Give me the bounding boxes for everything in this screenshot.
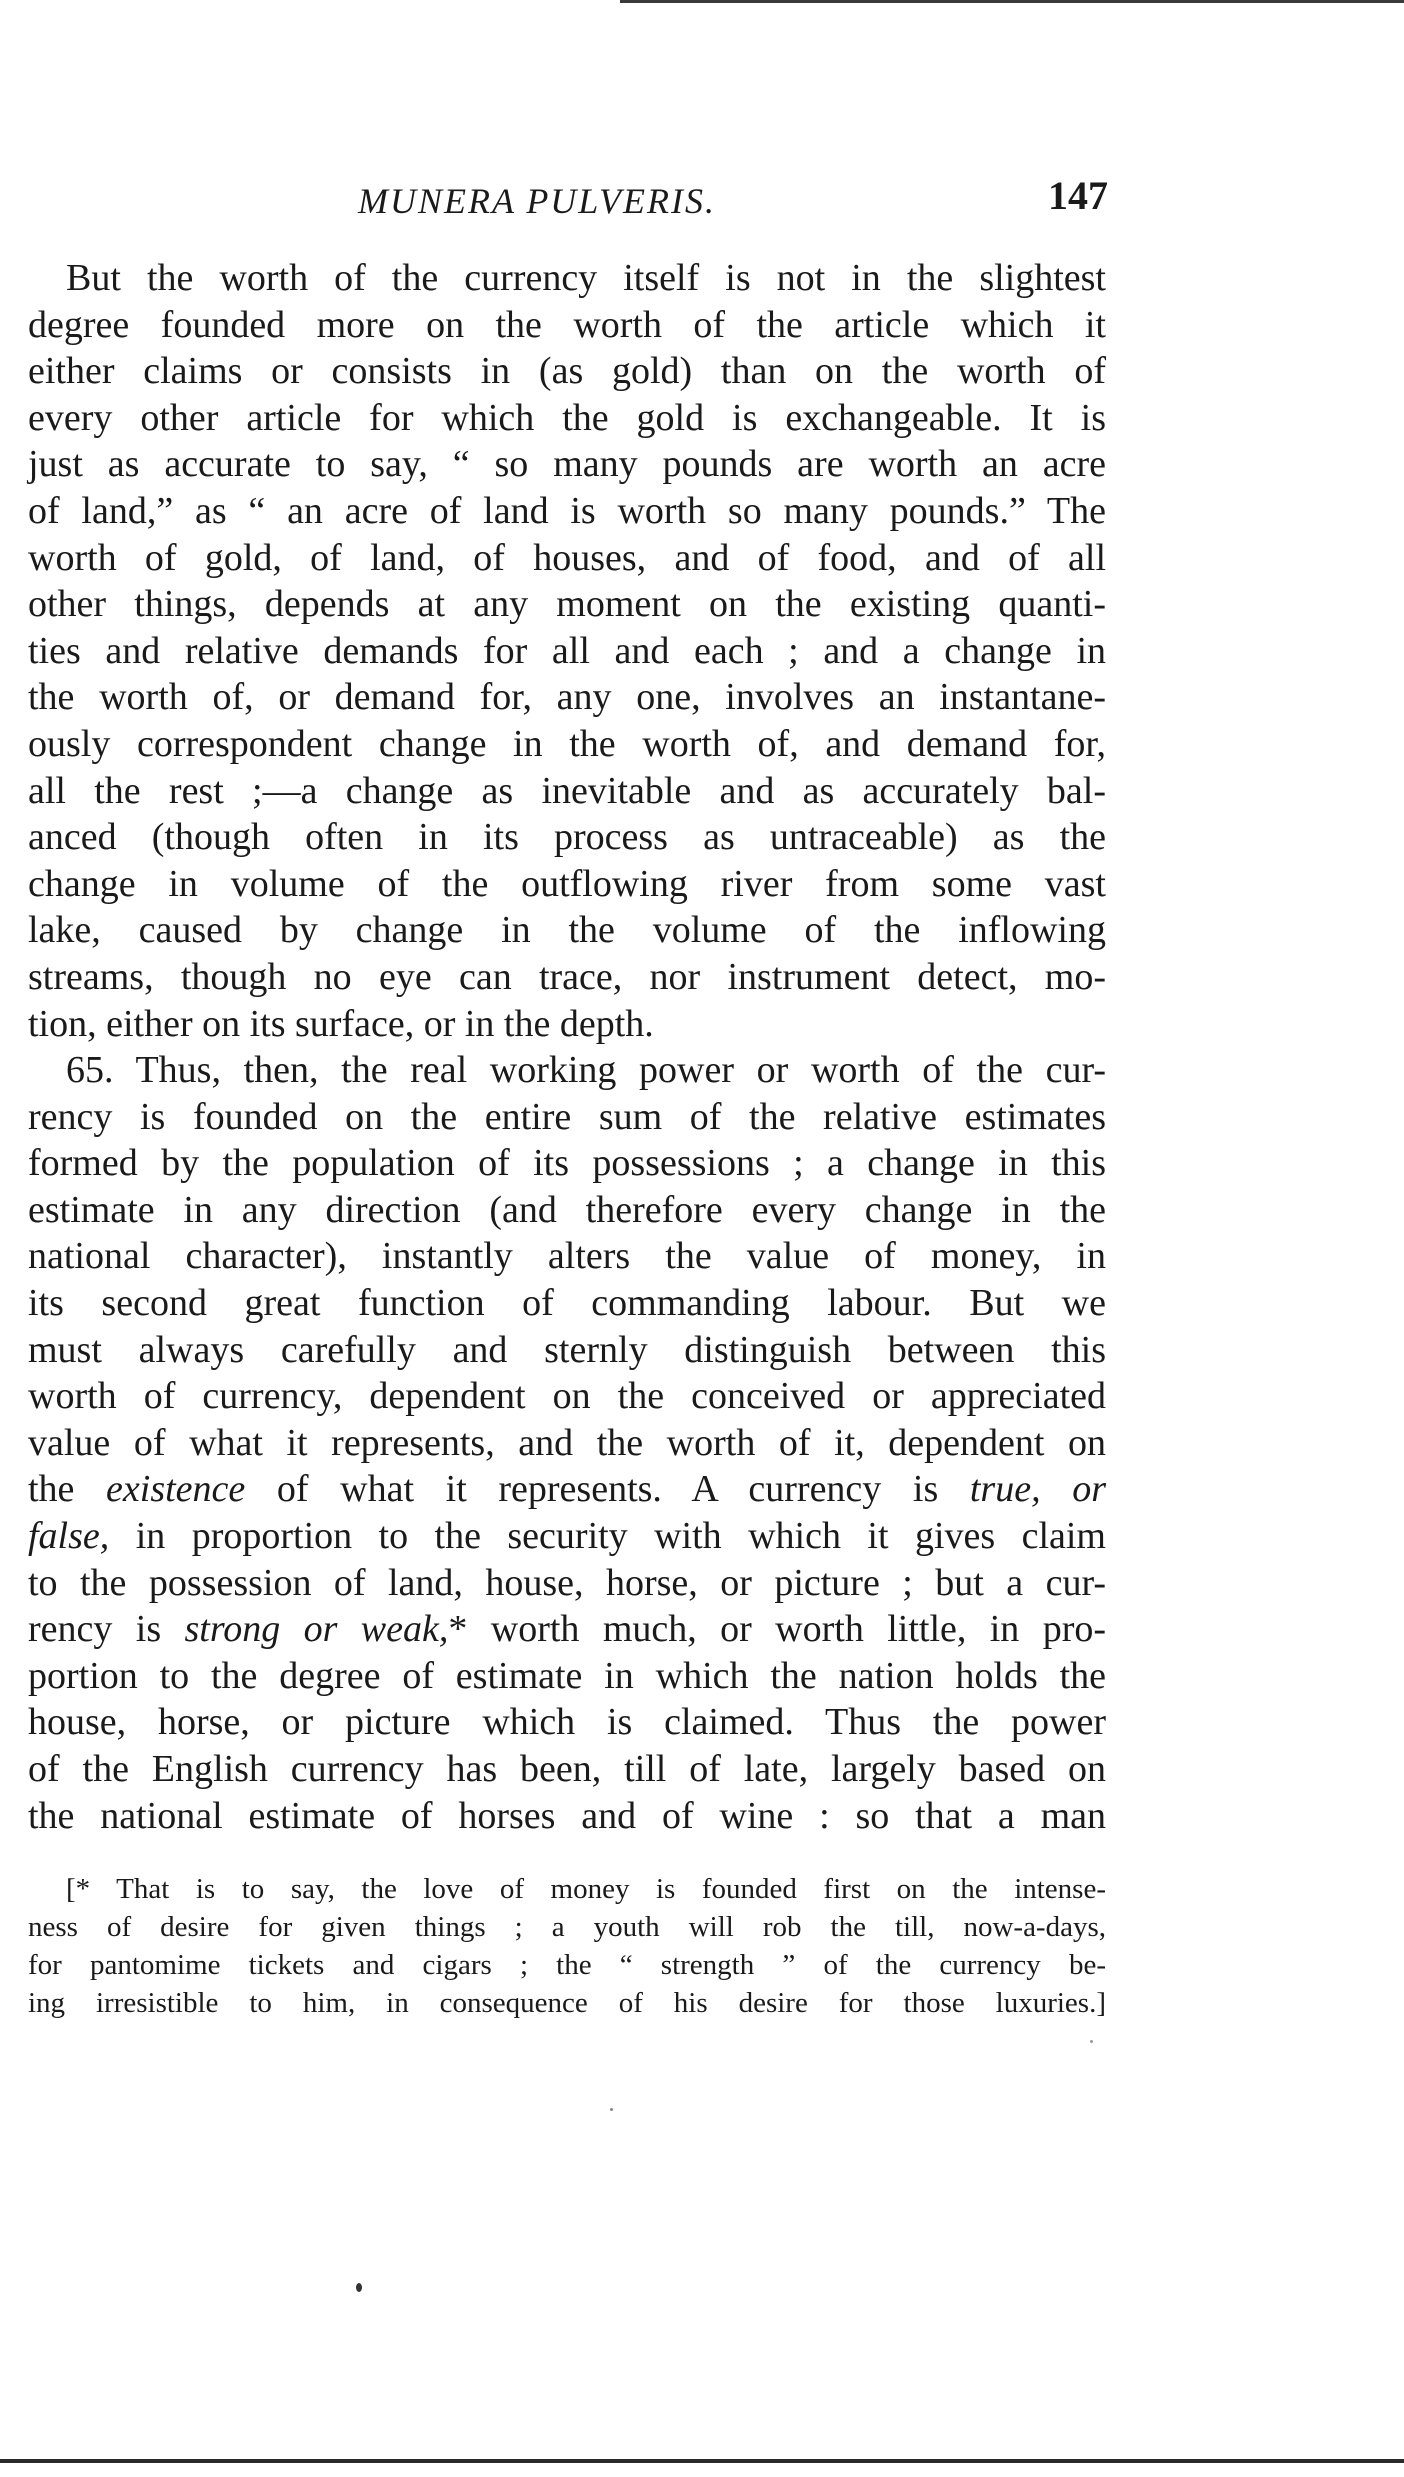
text-line: must always carefully and sternly distinguish between this <box>28 1328 1106 1371</box>
footnote-line: ing irresistible to him, in consequence of his desire for those luxuries.] <box>28 1987 1106 2019</box>
text-line: tion, either on its surface, or in the depth. <box>28 1002 654 1045</box>
main-text <box>28 255 1106 1839</box>
text-line: degree founded more on the worth of the article which it <box>28 303 1106 346</box>
ink-speck <box>1090 2040 1093 2043</box>
text-line: just as accurate to say, “ so many pounds are worth an acre <box>28 443 1106 486</box>
text-line: But the worth of the currency itself is not in the slightest <box>66 257 1106 299</box>
text-line <box>28 1466 1106 1513</box>
text-line: all the rest ;—a change as inevitable and as accurately bal- <box>28 769 1106 812</box>
text-line: lake, caused by change in the volume of the inflowing <box>28 909 1106 952</box>
text-line: national character), instantly alters the value of money, in <box>28 1235 1106 1278</box>
text-line: of the English currency has been, till of late, largely based on <box>28 1748 1106 1790</box>
text-line: formed by the population of its possessions ; a change in this <box>28 1142 1106 1185</box>
text-line: either claims or consists in (as gold) than on the worth of <box>28 350 1106 393</box>
text-line: its second great function of commanding labour. But we <box>28 1282 1106 1325</box>
text-line: the national estimate of horses and of wine : so that a man <box>28 1794 1106 1837</box>
footnote <box>28 1870 1106 2022</box>
text-line: to the possession of land, house, horse, or picture ; but a cur- <box>28 1561 1106 1604</box>
text-line: streams, though no eye can trace, nor instrument detect, mo- <box>28 955 1106 998</box>
text-line: rency is founded on the entire sum of the relative estimates <box>28 1095 1106 1138</box>
text-run: the <box>28 1468 107 1511</box>
text-line: ties and relative demands for all and each ; and a change in <box>28 629 1106 672</box>
text-line <box>28 1606 1106 1653</box>
text-line: estimate in any direction (and therefore every change in the <box>28 1188 1106 1231</box>
top-edge-rule <box>620 0 1404 3</box>
italic-term: existence <box>106 1468 246 1511</box>
italic-term: strong or weak, <box>184 1608 449 1651</box>
footnote-line: ness of desire for given things ; a youth will rob the till, now-a-days, <box>28 1911 1106 1943</box>
text-line: value of what it represents, and the worth of it, dependent on <box>28 1421 1106 1464</box>
page-number: 147 <box>1048 173 1108 218</box>
text-line: change in volume of the outflowing river from some vast <box>28 862 1106 905</box>
ink-speck <box>356 2283 362 2292</box>
text-line: other things, depends at any moment on the existing quanti- <box>28 583 1106 626</box>
text-line: ously correspondent change in the worth of, and demand for, <box>28 722 1106 765</box>
text-run: * worth much, or worth little, in pro- <box>448 1608 1107 1651</box>
text-run: in proportion to the security with which it gives claim <box>109 1515 1106 1558</box>
bottom-edge-rule <box>0 2459 1404 2463</box>
italic-term: true, or <box>969 1468 1106 1511</box>
text-line: house, horse, or picture which is claimed. Thus the power <box>28 1701 1106 1744</box>
text-run: rency is <box>28 1608 185 1651</box>
footnote-line: for pantomime tickets and cigars ; the “ strength ” of the currency be- <box>28 1949 1106 1981</box>
running-title: MUNERA PULVERIS. <box>358 181 716 221</box>
text-line: every other article for which the gold is exchangeable. It is <box>28 396 1106 439</box>
text-line: the worth of, or demand for, any one, involves an instantane- <box>28 676 1106 719</box>
italic-term: false, <box>28 1515 110 1558</box>
text-line: of land,” as “ an acre of land is worth so many pounds.” The <box>28 489 1106 532</box>
text-line: worth of currency, dependent on the conceived or appreciated <box>28 1375 1106 1418</box>
text-line: portion to the degree of estimate in which the nation holds the <box>28 1654 1106 1697</box>
ink-speck <box>610 2108 613 2111</box>
text-line <box>28 1513 1106 1560</box>
text-line: anced (though often in its process as untraceable) as the <box>28 816 1106 859</box>
running-head <box>28 170 1108 230</box>
text-line: worth of gold, of land, of houses, and of food, and of all <box>28 536 1106 579</box>
text-run: of what it represents. A currency is <box>245 1468 970 1511</box>
footnote-line: [* That is to say, the love of money is founded first on the intense- <box>66 1873 1106 1905</box>
paragraph-65-start: 65. Thus, then, the real working power or worth of the cur- <box>66 1049 1106 1092</box>
